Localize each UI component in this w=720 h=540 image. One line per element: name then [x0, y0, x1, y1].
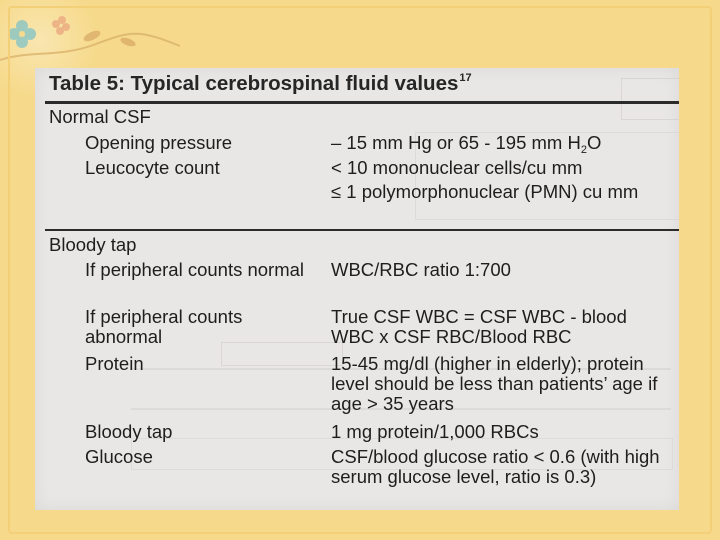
section-rule [45, 229, 679, 231]
table-title-text: Table 5: Typical cerebrospinal fluid values [49, 72, 459, 95]
title-reference: 17 [459, 72, 472, 84]
row-value-subscript: 2 [580, 144, 587, 156]
row-value: < 10 mononuclear cells/cu mm [331, 157, 583, 178]
row-value [331, 133, 601, 160]
row-value: 1 mg protein/1,000 RBCs [331, 421, 539, 442]
section-heading: Bloody tap [49, 234, 137, 255]
row-label: Glucose [85, 446, 153, 467]
row-value: 15-45 mg/dl (higher in elderly); protein level should be less than patients’ age if age > 35 years [331, 353, 658, 414]
title-rule [45, 101, 679, 104]
row-label: Protein [85, 353, 144, 374]
row-value: True CSF WBC = CSF WBC - blood WBC x CSF RBC/Blood RBC [331, 306, 627, 347]
row-value-text: – 15 mm Hg or 65 - 195 mm H [331, 132, 581, 153]
section-heading: Normal CSF [49, 106, 151, 127]
scanned-table [35, 68, 679, 510]
row-value: WBC/RBC ratio 1:700 [331, 259, 511, 280]
table-title [49, 72, 472, 96]
row-value: ≤ 1 polymorphonuclear (PMN) cu mm [331, 181, 639, 202]
row-value: CSF/blood glucose ratio < 0.6 (with high serum glucose level, ratio is 0.3) [331, 446, 660, 487]
row-value-tail: O [586, 132, 602, 153]
row-label: If peripheral counts abnormal [85, 306, 243, 347]
row-label: Opening pressure [85, 132, 233, 153]
row-label: If peripheral counts normal [85, 259, 305, 280]
row-label: Bloody tap [85, 421, 173, 442]
row-label: Leucocyte count [85, 157, 220, 178]
